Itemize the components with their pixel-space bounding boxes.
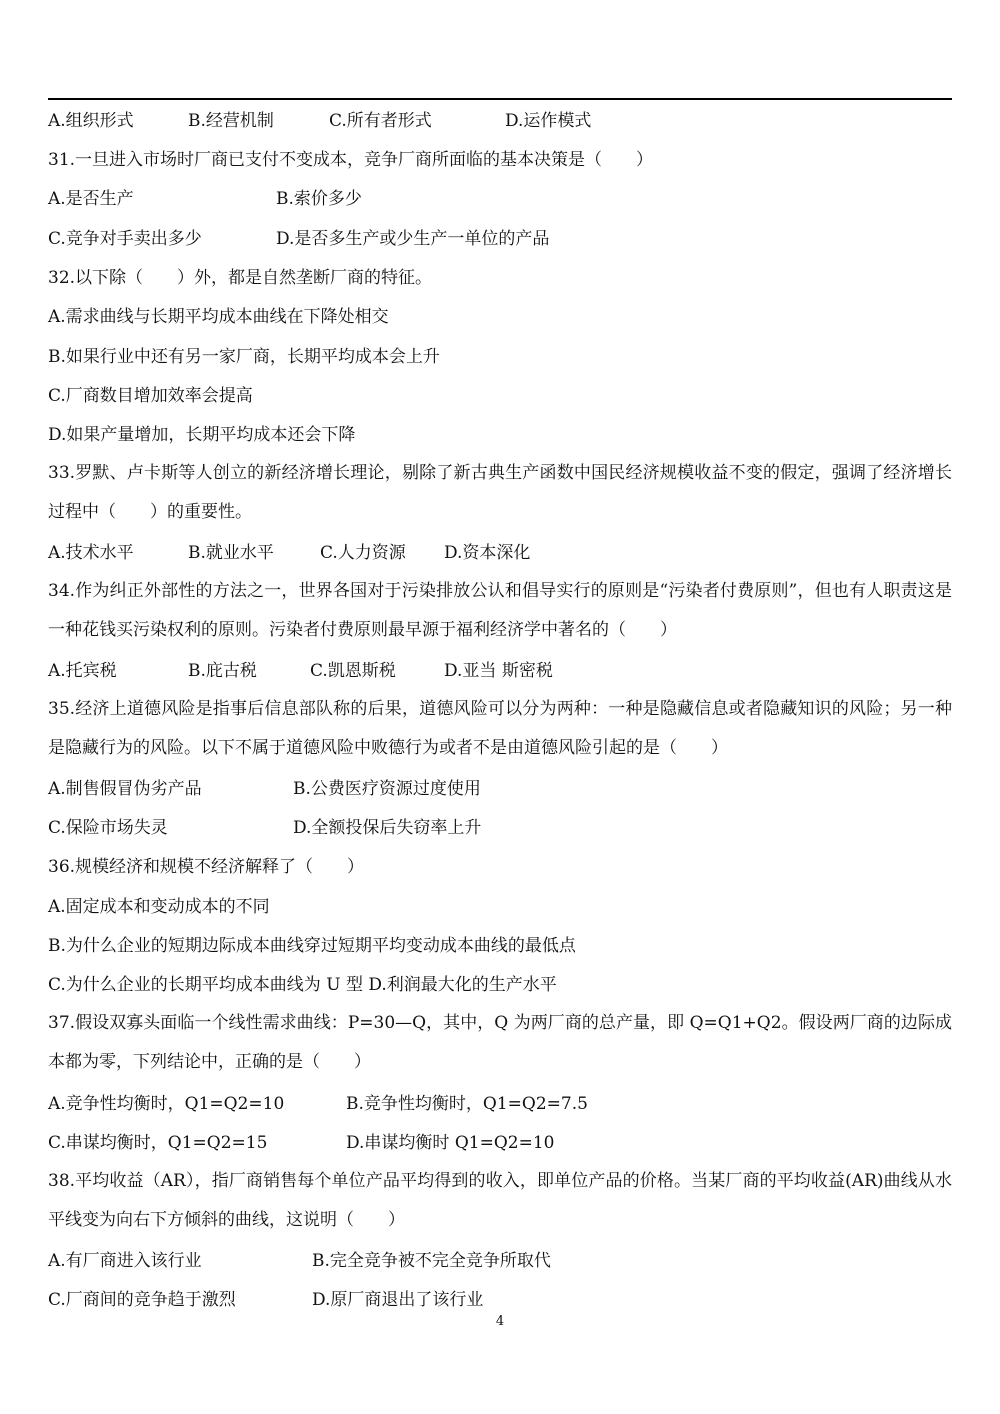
page-number: 4	[495, 1314, 505, 1329]
q30-options-row	[48, 110, 952, 132]
option-a: A.是否生产	[48, 189, 134, 209]
option-b: B.为什么企业的短期边际成本曲线穿过短期平均变动成本曲线的最低点	[48, 936, 576, 956]
q35-options-row-1	[48, 778, 952, 800]
option-c: C.厂商数目增加效率会提高	[48, 386, 253, 406]
option-b: B.竞争性均衡时，Q1=Q2=7.5	[346, 1094, 588, 1114]
option-b: B.就业水平	[188, 543, 274, 563]
option-d: D.亚当 斯密税	[444, 661, 553, 681]
question-34-stem: 34.作为纠正外部性的方法之一，世界各国对于污染排放公认和倡导实行的原则是“污染者付费原则”，但也有人职责这是一种花钱买污染权利的原则。污染者付费原则最早源于福利经济学中著名的（ ）	[48, 581, 952, 640]
question-36-stem: 36.规模经济和规模不经济解释了（ ）	[48, 857, 365, 877]
option-c-d: C.为什么企业的长期平均成本曲线为 U 型 D.利润最大化的生产水平	[48, 975, 557, 995]
q33-options-row	[48, 542, 952, 564]
option-a: A.托宾税	[48, 661, 117, 681]
q37-options-row-2	[48, 1132, 952, 1154]
option-b: B.公费医疗资源过度使用	[293, 779, 481, 799]
option-b: B.索价多少	[276, 189, 362, 209]
option-a: A.固定成本和变动成本的不同	[48, 897, 270, 917]
option-c: C.人力资源	[320, 543, 406, 563]
q31-options-row-1	[48, 188, 952, 210]
header-rule	[48, 98, 952, 100]
option-a: A.竞争性均衡时，Q1=Q2=10	[48, 1094, 285, 1114]
question-35-stem: 35.经济上道德风险是指事后信息部队称的后果，道德风险可以分为两种：一种是隐藏信息或者隐藏知识的风险；另一种是隐藏行为的风险。以下不属于道德风险中败德行为或者不是由道德风险引起的是（ ）	[48, 699, 952, 758]
q38-options-row-2	[48, 1289, 952, 1311]
option-b: B.完全竞争被不完全竞争所取代	[312, 1251, 551, 1271]
question-33-stem: 33.罗默、卢卡斯等人创立的新经济增长理论，剔除了新古典生产函数中国民经济规模收益不变的假定，强调了经济增长过程中（ ）的重要性。	[48, 463, 952, 522]
option-d: D.是否多生产或少生产一单位的产品	[276, 229, 550, 249]
q37-options-row-1	[48, 1093, 952, 1115]
option-d: D.如果产量增加，长期平均成本还会下降	[48, 425, 356, 445]
option-d: D.串谋均衡时 Q1=Q2=10	[346, 1133, 555, 1153]
question-32-stem: 32.以下除（ ）外，都是自然垄断厂商的特征。	[48, 268, 433, 288]
question-38-stem: 38.平均收益（AR），指厂商销售每个单位产品平均得到的收入，即单位产品的价格。当某厂商的平均收益(AR)曲线从水平线变为向右下方倾斜的曲线，这说明（ ）	[48, 1171, 952, 1230]
option-b: B.如果行业中还有另一家厂商，长期平均成本会上升	[48, 347, 440, 367]
option-b: B.庇古税	[188, 661, 257, 681]
q31-options-row-2	[48, 228, 952, 250]
option-a: A.有厂商进入该行业	[48, 1251, 202, 1271]
option-c: C.竞争对手卖出多少	[48, 229, 202, 249]
option-c: C.厂商间的竞争趋于激烈	[48, 1290, 236, 1310]
option-b: B.经营机制	[188, 111, 274, 131]
option-d: D.原厂商退出了该行业	[312, 1290, 484, 1310]
q34-options-row	[48, 660, 952, 682]
q38-options-row-1	[48, 1250, 952, 1272]
option-c: C.所有者形式	[329, 111, 432, 131]
option-a: A.组织形式	[48, 111, 134, 131]
option-c: C.串谋均衡时，Q1=Q2=15	[48, 1133, 268, 1153]
option-a: A.制售假冒伪劣产品	[48, 779, 202, 799]
option-d: D.运作模式	[505, 111, 592, 131]
option-d: D.资本深化	[444, 543, 531, 563]
question-37-stem: 37.假设双寡头面临一个线性需求曲线：P=30—Q，其中，Q 为两厂商的总产量，即 Q=Q1+Q2。假设两厂商的边际成本都为零，下列结论中，正确的是（ ）	[48, 1013, 952, 1072]
option-a: A.需求曲线与长期平均成本曲线在下降处相交	[48, 307, 389, 327]
option-c: C.保险市场失灵	[48, 818, 168, 838]
question-31-stem: 31.一旦进入市场时厂商已支付不变成本，竞争厂商所面临的基本决策是（ ）	[48, 150, 654, 170]
option-a: A.技术水平	[48, 543, 134, 563]
q35-options-row-2	[48, 817, 952, 839]
option-c: C.凯恩斯税	[310, 661, 396, 681]
option-d: D.全额投保后失窃率上升	[293, 818, 482, 838]
